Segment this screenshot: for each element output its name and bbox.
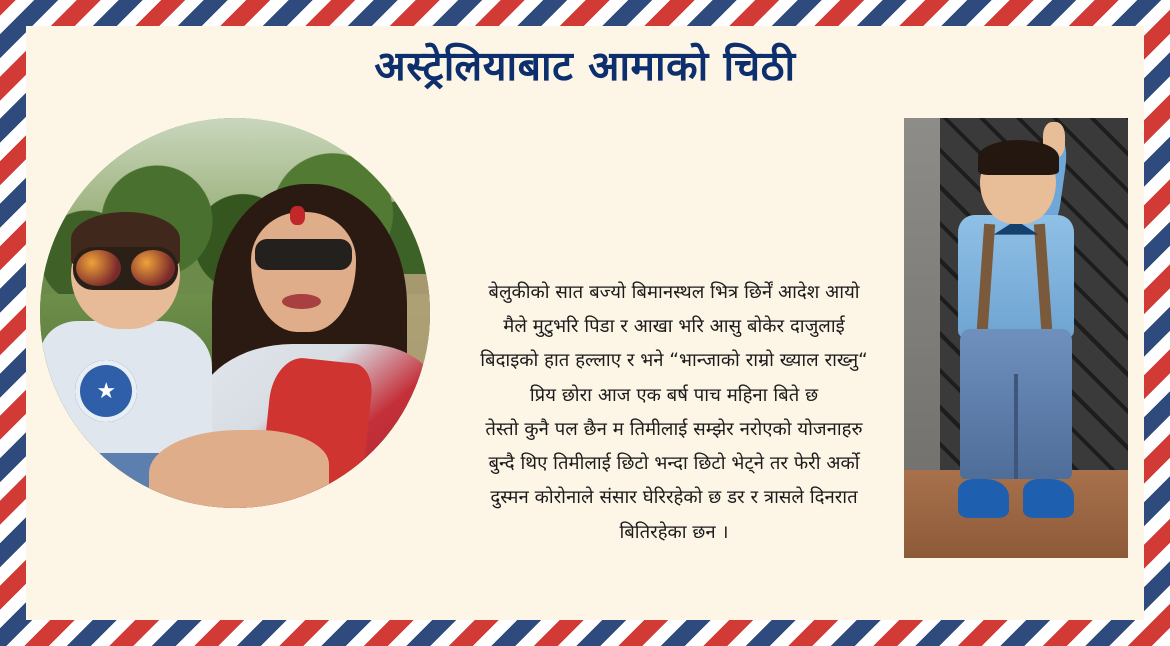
letter-body bbox=[444, 276, 904, 550]
boy-hair bbox=[978, 140, 1059, 175]
letter-line: बुन्दै थिए तिमीलाई छिटो भन्दा छिटो भेट्ने तर फेरी अर्को bbox=[488, 453, 860, 475]
letter-line: प्रिय छोरा आज एक बर्ष पाच महिना बिते छ bbox=[529, 384, 819, 406]
boy-standing-photo bbox=[904, 118, 1128, 558]
page-title: अस्ट्रेलियाबाट आमाको चिठी bbox=[374, 42, 796, 90]
letter-line: दुस्मन कोरोनाले संसार घेरिरहेको छ डर र त्रासले दिनरात bbox=[490, 487, 858, 509]
boy-jeans bbox=[960, 329, 1072, 479]
card-canvas bbox=[26, 26, 1144, 620]
letter-line: मैले मुटुभरि पिडा र आखा भरि आसु बोकेर दाजुलाई bbox=[503, 316, 845, 338]
woman-face bbox=[251, 212, 356, 333]
letter-line: तेस्तो कुनै पल छैन म तिमीलाई सम्झेर नरोएको योजनाहरु bbox=[485, 418, 863, 440]
child-sunglasses bbox=[73, 247, 178, 290]
letter-line: बितिरहेका छन । bbox=[619, 521, 729, 543]
photo-floor bbox=[904, 470, 1128, 558]
boy-shoe-left bbox=[958, 479, 1010, 519]
letter-line: बिदाइको हात हल्लाए र भने “भान्जाको राम्रो ख्याल राख्नु“ bbox=[480, 350, 868, 372]
woman-sindoor bbox=[290, 206, 306, 226]
woman-arm bbox=[149, 430, 328, 508]
child-shirt-star-logo bbox=[75, 360, 137, 422]
woman-sunglasses bbox=[255, 239, 353, 270]
boy-shoe-right bbox=[1023, 479, 1075, 519]
mother-and-child-photo bbox=[40, 118, 430, 508]
woman-lips bbox=[282, 294, 321, 310]
letter-line: बेलुकीको सात बज्यो बिमानस्थल भित्र छिर्नें आदेश आयो bbox=[488, 282, 860, 303]
